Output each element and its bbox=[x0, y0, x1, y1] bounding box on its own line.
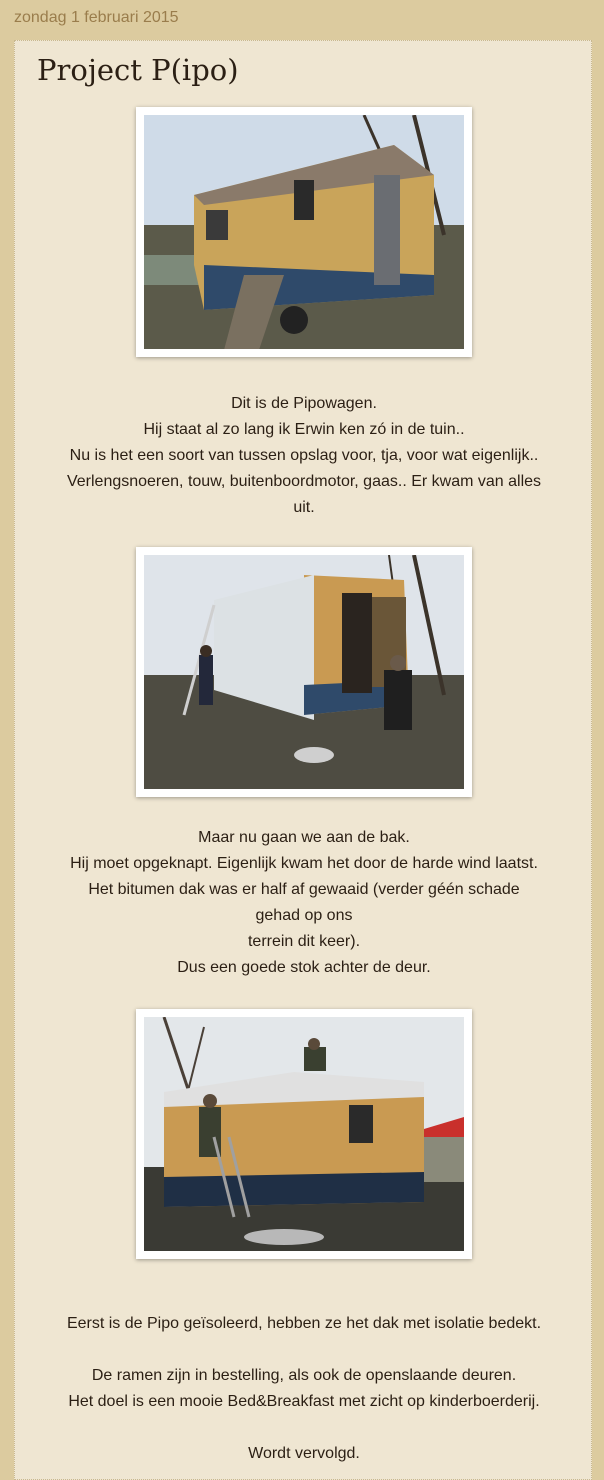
caption-1-line-5: uit. bbox=[293, 499, 315, 516]
caption-1-line-3: Nu is het een soort van tussen opslag voor, tja, voor wat eigenlijk.. bbox=[69, 447, 539, 464]
caption-3-line-1: Eerst is de Pipo geïsoleerd, hebben ze het dak met isolatie bedekt. bbox=[66, 1315, 542, 1332]
caption-1-line-1: Dit is de Pipowagen. bbox=[231, 395, 377, 412]
caption-1-line-2: Hij staat al zo lang ik Erwin ken zó in de tuin.. bbox=[143, 421, 465, 438]
caption-2-line-6: Dus een goede stok achter de deur. bbox=[177, 959, 431, 976]
caption-2-line-2: Hij moet opgeknapt. Eigenlijk kwam het door de harde wind laatst. bbox=[70, 855, 538, 872]
caption-1-line-4: Verlengsnoeren, touw, buitenboordmotor, gaas.. Er kwam van alles bbox=[66, 473, 542, 490]
photo-insulated-roof-image bbox=[144, 1017, 464, 1251]
photo-tarp-wagon[interactable] bbox=[136, 547, 472, 797]
caption-2-line-5: terrein dit keer). bbox=[247, 933, 361, 950]
caption-2 bbox=[25, 825, 583, 981]
caption-4-line-1: De ramen zijn in bestelling, als ook de openslaande deuren. bbox=[91, 1367, 517, 1384]
blog-post bbox=[14, 40, 592, 1480]
photo-pipowagen[interactable] bbox=[136, 107, 472, 357]
photo-pipowagen-image bbox=[144, 115, 464, 349]
caption-3 bbox=[25, 1311, 583, 1467]
photo-insulated-roof[interactable] bbox=[136, 1009, 472, 1259]
caption-2-line-1: Maar nu gaan we aan de bak. bbox=[198, 829, 410, 846]
post-date: zondag 1 februari 2015 bbox=[14, 9, 179, 26]
post-title[interactable]: Project P(ipo) bbox=[37, 53, 239, 87]
caption-4-line-2: Het doel is een mooie Bed&Breakfast met zicht op kinderboerderij. bbox=[68, 1393, 540, 1410]
caption-2-line-4: gehad op ons bbox=[255, 907, 353, 924]
caption-5-line-1: Wordt vervolgd. bbox=[248, 1445, 360, 1462]
photo-tarp-wagon-image bbox=[144, 555, 464, 789]
caption-2-line-3: Het bitumen dak was er half af gewaaid (verder géén schade bbox=[88, 881, 520, 898]
caption-1 bbox=[25, 391, 583, 521]
